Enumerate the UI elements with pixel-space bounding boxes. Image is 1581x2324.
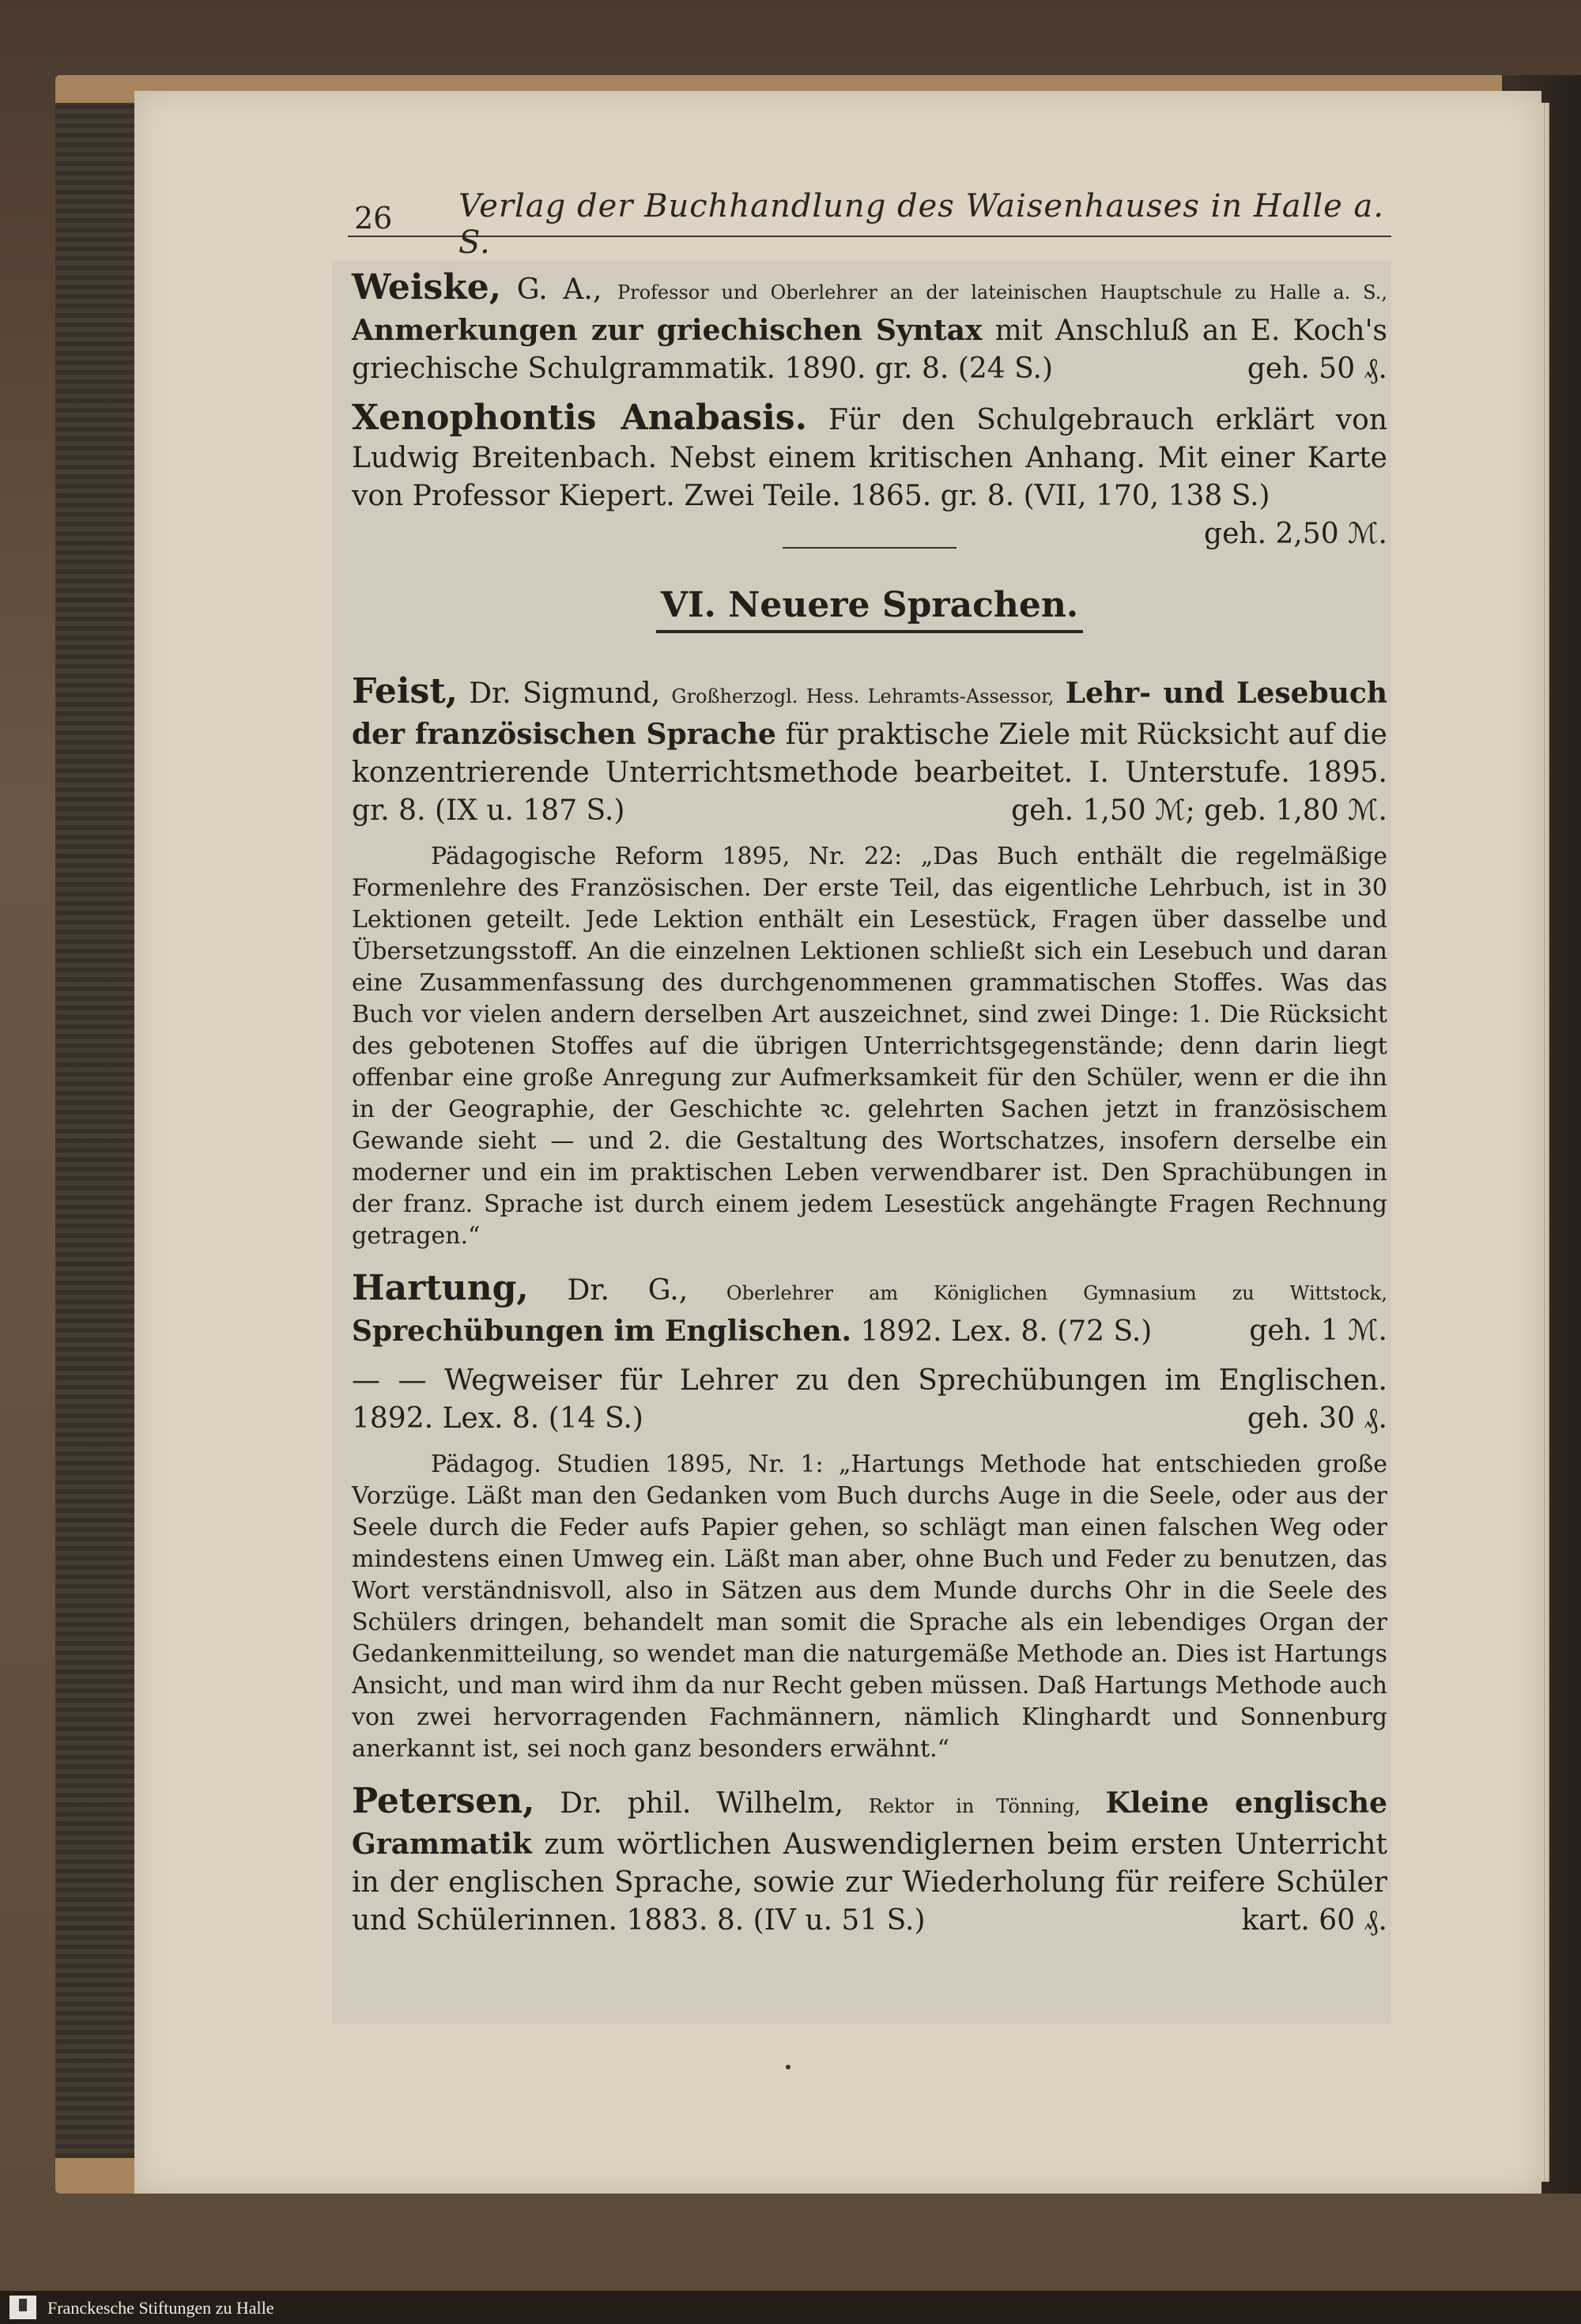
entry-details: Für den Schulgebrauch erklärt von Ludwig Breitenbach. Nebst einem kritischen Anhang. Mit einer Karte von Professor Kiepert. Zwei Teile. 1865. gr. 8. (VII, 170, 138 S.) <box>352 404 1388 512</box>
entry-hartung-wegweiser <box>352 1362 1387 1438</box>
entry-price: geh. 50 ₰. <box>1247 353 1387 385</box>
entry-author: Petersen, <box>352 1781 535 1821</box>
page-number: 26 <box>354 201 393 236</box>
entry-details: mit Anschluß an E. Koch's griechische Schulgrammatik. 1890. gr. 8. (24 S.) <box>352 315 1387 385</box>
entry-price: geh. 30 ₰. <box>1247 1402 1387 1435</box>
entry-price: geh. 2,50 ℳ. <box>1204 518 1387 550</box>
entry-details: zum wörtlichen Auswendiglernen beim ersten Unterricht in der englischen Sprache, sowie zur Wiederholung für reifere Schüler und Schülerinnen. 1883. 8. (IV u. 51 S.) <box>352 1828 1387 1937</box>
section-heading <box>352 585 1387 625</box>
entry-xenophon <box>352 398 1388 550</box>
footer-credit: Franckesche Stiftungen zu Halle <box>47 2298 274 2318</box>
entry-author: Weiske, <box>352 267 502 307</box>
entry-review: Pädagog. Studien 1895, Nr. 1: „Hartungs Methode hat entschieden große Vorzüge. Läßt man den Gedanken vom Buch durchs Auge in die Seele, oder aus der Seele durch die Feder aufs Papier gehen, so schlägt man einen falschen Weg oder mindestens einen Umweg ein. Läßt man aber, ohne Buch und Feder zu benutzen, das Wort verständnisvoll, also in Sätzen aus dem Munde durchs Ohr in die Seele des Schülers dringen, behandelt man somit die Sprache als ein lebendiges Organ der Gedankenmitteilung, so wendet man die naturgemäße Methode an. Dies ist Hartungs Ansicht, und man wird ihm da nur Recht geben müssen. Daß Hartungs Methode auch von zwei hervorragenden Fachmännern, nämlich Klinghardt und Sonnenburg anerkannt ist, sei noch ganz besonders erwähnt.“ <box>352 1451 1387 1763</box>
entry-name: G. A., <box>516 274 602 306</box>
entry-title: Anmerkungen zur griechischen Syntax <box>352 314 983 347</box>
entry-author: Hartung, <box>352 1268 529 1308</box>
entry-petersen <box>352 1783 1387 1940</box>
institution-logo-icon <box>9 2296 36 2319</box>
book-spine <box>55 103 142 2158</box>
entry-details: 1892. Lex. 8. (72 S.) <box>860 1315 1153 1348</box>
section-title: VI. Neuere Sprachen. <box>656 585 1083 633</box>
entry-ditto-mark: — — <box>352 1364 427 1397</box>
entry-feist <box>352 673 1387 830</box>
page-dot-mark <box>786 2065 790 2069</box>
entry-author: Feist, <box>352 671 458 711</box>
entry-price: geh. 1,50 ℳ; geb. 1,80 ℳ. <box>1011 794 1387 827</box>
entry-author: Xenophontis Anabasis. <box>352 398 807 438</box>
entry-details: für praktische Ziele mit Rücksicht auf die konzentrierende Unterrichtsmethode bearbeitet. I. Unterstufe. 1895. gr. 8. (IX u. 187 S.) <box>352 719 1387 827</box>
entry-details: Wegweiser für Lehrer zu den Sprechübungen im Englischen. 1892. Lex. 8. (14 S.) <box>352 1364 1387 1435</box>
entry-role: Rektor in Tönning, <box>868 1795 1081 1817</box>
section-divider <box>783 547 957 549</box>
footer-bar <box>0 2291 1581 2324</box>
entry-role: Professor und Oberlehrer an der lateinischen Hauptschule zu Halle a. S., <box>617 281 1388 304</box>
entry-title: Lehr- und Lesebuch der französischen Sprache <box>352 677 1387 751</box>
entry-price: geh. 1 ℳ. <box>1249 1315 1387 1347</box>
entry-name: Dr. Sigmund, <box>469 677 661 710</box>
entry-role: Großherzogl. Hess. Lehramts-Assessor, <box>671 685 1055 707</box>
entry-review: Pädagogische Reform 1895, Nr. 22: „Das Buch enthält die regelmäßige Formenlehre des Französischen. Der erste Teil, das eigentliche Lehrbuch, ist in 30 Lektionen geteilt. Jede Lektion enthält ein Lesestück, Fragen über dasselbe und Übersetzungsstoff. An die einzelnen Lektionen schließt sich ein Lesebuch und daran eine Zusammenfassung des durchgenommenen grammatischen Stoffes. Was das Buch vor vielen andern derselben Art auszeichnet, sind zwei Dinge: 1. Die Rücksicht des gebotenen Stoffes auf die übrigen Unterrichtsgegenstände; denn darin liegt offenbar eine große Anregung zur Aufmerksamkeit für den Schüler, wenn er die ihn in der Geographie, der Geschichte ꝛc. gelehrten Sachen jetzt in französischem Gewande sieht — und 2. die Gestaltung des Wortschatzes, insofern derselbe ein moderner und ein im praktischen Leben verwendbarer ist. Den Sprachübungen in der franz. Sprache ist durch einem jedem Lesestück angehängte Fragen Rechnung getragen.“ <box>352 843 1387 1250</box>
entry-title: Sprechübungen im Englischen. <box>352 1315 852 1348</box>
entry-weiske <box>352 269 1387 388</box>
entry-role: Oberlehrer am Königlichen Gymnasium zu Wittstock, <box>726 1282 1387 1304</box>
entry-hartung <box>352 1270 1387 1351</box>
page-content <box>352 269 1387 1951</box>
entry-title: Kleine englische Grammatik <box>352 1786 1387 1861</box>
entry-name: Dr. phil. Wilhelm, <box>560 1787 844 1820</box>
page-header <box>348 180 1391 261</box>
entry-price: kart. 60 ₰. <box>1241 1904 1387 1937</box>
entry-name: Dr. G., <box>567 1274 689 1307</box>
running-head: Verlag der Buchhandlung des Waisenhauses in Halle a. S. <box>458 188 1385 261</box>
